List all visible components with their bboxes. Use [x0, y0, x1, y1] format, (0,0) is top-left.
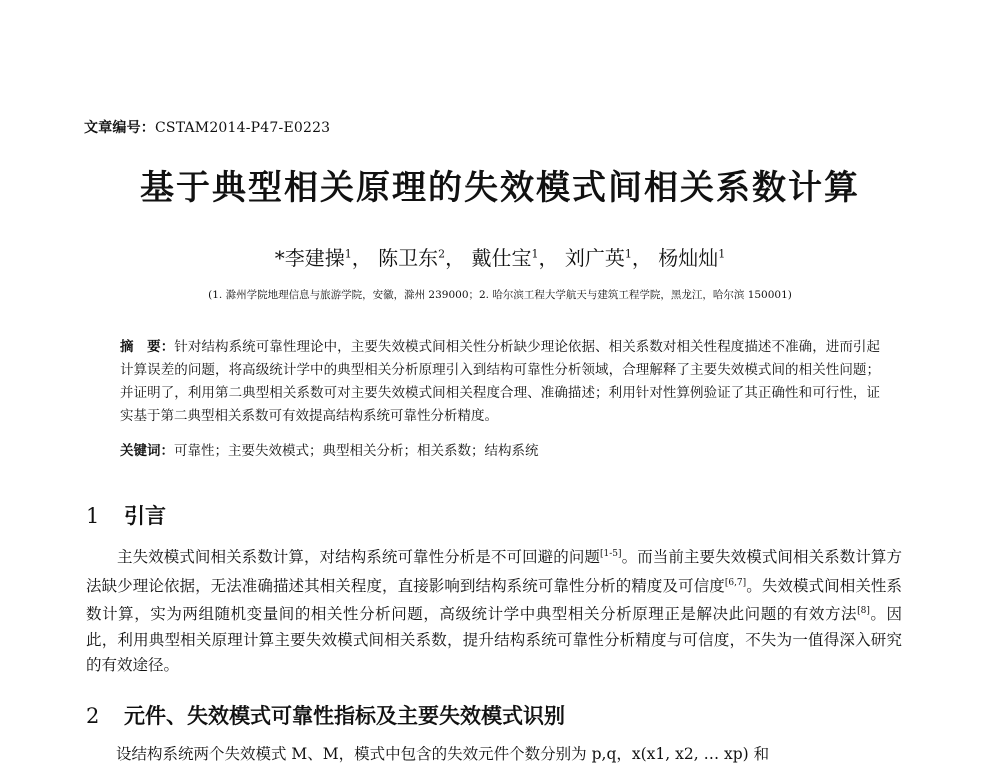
affiliation: (1. 滁州学院地理信息与旅游学院，安徽，滁州 239000；2. 哈尔滨工程大学航天与建筑工程学院，黑龙江，哈尔滨 150001) [208, 289, 792, 301]
section-number: 2 [86, 704, 100, 728]
section-title: 元件、失效模式可靠性指标及主要失效模式识别 [124, 704, 565, 728]
author-affil-mark: 2 [438, 247, 446, 261]
author-separator: ， [631, 246, 652, 270]
author-affil-mark: 1 [624, 247, 632, 261]
section-title: 引言 [124, 504, 166, 528]
section-heading [86, 500, 166, 530]
author-name: *李建操 [274, 246, 345, 270]
article-id [84, 117, 330, 137]
author-separator: ， [351, 246, 372, 270]
paragraph-text: 。因此，利用典型相关原理计算主要失效模式间相关系数，提升结构系统可靠性分析精度与可信度，不失为一值得深入研究的有效途径。 [86, 605, 902, 675]
cut-off-text-line: 设结构系统两个失效模式 M、M，模式中包含的失效元件个数分别为 p,q，x(x1, x2, … xp) 和 [116, 745, 770, 763]
abstract [120, 336, 880, 428]
author-name: 戴仕宝 [471, 246, 532, 270]
author-affil-mark: 1 [531, 247, 539, 261]
author-separator: ， [445, 246, 466, 270]
author-name: 杨灿灿 [658, 246, 719, 270]
author-name: 陈卫东 [378, 246, 439, 270]
citation: [8] [857, 606, 870, 617]
paragraph-text: 。而当前主要失效模式间相关系数计算方法缺少理论依据，无法准确描述其相关程度，直接影响到结构系统可靠性分析的精度及可信度 [86, 548, 902, 595]
keywords-label: 关键词： [120, 443, 174, 459]
author-affil-mark: 1 [344, 247, 352, 261]
author-separator: ， [538, 246, 559, 270]
article-id-value: CSTAM2014-P47-E0223 [155, 120, 331, 136]
article-id-label: 文章编号： [84, 120, 155, 136]
author-affil-mark: 1 [718, 247, 726, 261]
section-heading [86, 700, 565, 730]
paragraph-text: 主失效模式间相关系数计算，对结构系统可靠性分析是不可回避的问题 [117, 548, 601, 567]
abstract-label: 摘 要： [120, 339, 175, 355]
author-list [0, 242, 1000, 271]
paper-title: 基于典型相关原理的失效模式间相关系数计算 [140, 168, 860, 208]
body-paragraph [86, 542, 902, 679]
paragraph-text: 。失效模式间相关性系数计算，实为两组随机变量间的相关性分析问题，高级统计学中典型相关分析原理正是解决此问题的有效方法 [86, 576, 902, 624]
abstract-text: 针对结构系统可靠性理论中，主要失效模式间相关性分析缺少理论依据、相关系数对相关性程度描述不准确，进而引起计算误差的问题，将高级统计学中的典型相关分析原理引入到结构可靠性分析领域，合理解释了主要失效模式间的相关性问题；并证明了，利用第二典型相关系数可对主要失效模式间相关程度合理、准确描述；利用针对性算例验证了其正确性和可行性，证实基于第二典型相关系数可有效提高结构系统可靠性分析精度。 [120, 339, 881, 424]
keywords-text: 可靠性；主要失效模式；典型相关分析；相关系数；结构系统 [174, 443, 539, 459]
citation: [6,7] [724, 577, 747, 588]
section-number: 1 [86, 504, 100, 528]
citation: [1-5] [600, 549, 622, 559]
keywords [120, 440, 880, 463]
author-name: 刘广英 [564, 246, 625, 270]
